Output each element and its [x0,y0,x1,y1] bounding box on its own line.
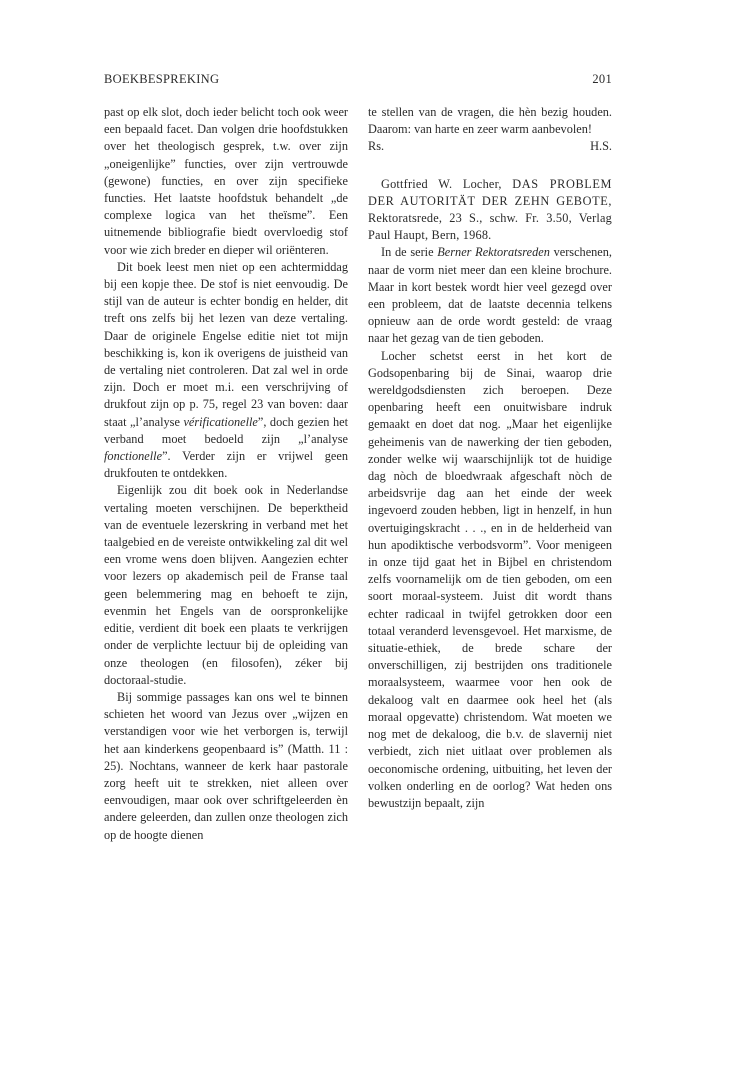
section-title: BOEKBESPREKING [104,72,220,86]
paragraph-text: ”. Verder zijn er vrijwel geen drukfouten te ontdekken. [104,449,348,481]
paragraph [368,244,612,347]
left-column [104,104,348,844]
book-details: Rektoratsrede, 23 S., schw. Fr. 3.50, Verlag Paul Haupt, Bern, 1968. [368,211,612,243]
paragraph: past op elk slot, doch ieder belicht toch ook weer een bepaald facet. Dan volgen drie hoofdstukken over het theologisch gesprek, t.w. over zijn „oneigenlijke” functies, over zijn vertrouwde (gewone) functies, en over zijn specifieke functies. Het laatste hoofdstuk behandelt „de complexe logica van het theïsme”. Een uitnemende bibliografie biedt overvloedig stof voor wie zich breder en dieper wil oriënteren. [104,105,348,257]
reviewer-signature [368,138,612,155]
paragraph-text: Dit boek leest men niet op een achtermiddag bij een kopje thee. De stof is niet eenvoudig. De stijl van de auteur is echter bondig en helder, dit treft ons zelfs bij het lezen van deze vertaling. Daar de originele Engelse editie niet tot mijn beschikking is, kon ik overigens de juistheid van de vertaling niet controleren. Dat zal wel in orde zijn. Doch er moet m.i. een verschrijving of drukfout zijn op p. 75, regel 23 van boven: daar staat „l’analyse [104,259,348,429]
paragraph: Eigenlijk zou dit boek ook in Nederlandse vertaling moeten verschijnen. De beperktheid van de eventuele lezerskring in verband met het taalgebied en de vereiste ontwikkeling zal dit wel een vrome wens doen blijven. Aangezien echter voor lezers op akademisch peil de Franse taal geen belemmering mag en behoeft te zijn, evenmin het Engels van de oorspronkelijke editie, verdient dit boek een plaats te verkrijgen onder de verplichte lectuur bij de opleiding van onze theologen (en filosofen), zéker bij doctoraal-studie. [104,483,348,687]
signature-left: Rs. [368,139,385,154]
book-author: Gottfried W. Locher, [381,176,513,191]
paragraph: Bij sommige passages kan ons wel te binnen schieten het woord van Jezus over „wijzen en verstandigen voor wie het verborgen is, terwijl het aan kinderkens geopenbaard is” (Matth. 11 : 25). Nochtans, wanneer de kerk haar pastorale zorg heeft uit te strekken, niet alleen over eenvoudigen, maar ook over schriftgeleerden èn andere geleerden, dan zullen onze theologen zich op de hoogte dienen [104,689,348,842]
italic-term: vérificationelle [183,414,258,429]
paragraph-text: verschenen, naar de vorm niet meer dan een kleine brochure. Maar in kort bestek wordt hier veel gezegd over een probleem, dat de laatste decennia telkens opnieuw aan de orde wordt gesteld: de vraag naar het gezag van de tien geboden. [368,245,612,346]
book-reference [368,176,612,245]
paragraph-text: ”, doch gezien het verband moet bedoeld zijn „l’analyse [104,414,348,446]
running-header [104,72,612,86]
book-title: DAS PROBLEM DER AUTORITÄT DER ZEHN GEBOTE, [368,176,613,208]
italic-term: fonctionelle [104,449,163,464]
signature-right: H.S. [590,139,612,154]
paragraph [104,259,348,483]
right-column [368,104,612,812]
page-number: 201 [592,72,612,86]
paragraph: Locher schetst eerst in het kort de Godsopenbaring bij de Sinai, waarop drie wereldgodsdiensten zich beroepen. Deze openbaring heeft een onuitwisbare indruk gemaakt en doet dat nog. „Maar het eigenlijke geheimenis van de nawerking der tien geboden, zonder welke wij waarschijnlijk tot de huidige dag nòch de bloedwraak afgeschaft nòch de arbeidsvrije dag aan het einde der week ingevoerd zouden hebben, ligt in henzelf, in hun overtuigingskracht . . ., en in de helderheid van hun apodiktische verbodsvorm”. Voor menigeen in onze tijd gaat het in Bijbel en christendom zelfs voornamelijk om de tien geboden, om een soort moraal-systeem. Juist dit wordt thans echter radicaal in twijfel getrokken door een totaal veranderd levensgevoel. Het marxisme, de situatie-ethiek, de brede schare der onverschilligen, zij bestrijden ons traditionele moraalsysteem, waarmee voor hen ook de dekaloog valt en daarmee ook heel het (als moraal opgevatte) christendom. Wat moeten we nog met de dekaloog, die b.v. de slavernij niet verbiedt, zich niet uitlaat over problemen als oeconomische ordening, uitbuiting, het leven der volken onderling en de oorlog? Wat heden ons bewustzijn bepaalt, zijn [368,348,612,810]
paragraph-text: In de serie [381,245,438,260]
paragraph: te stellen van de vragen, die hèn bezig houden. Daarom: van harte en zeer warm aanbevolen! [368,105,612,137]
series-name: Berner Rektoratsreden [437,245,550,260]
